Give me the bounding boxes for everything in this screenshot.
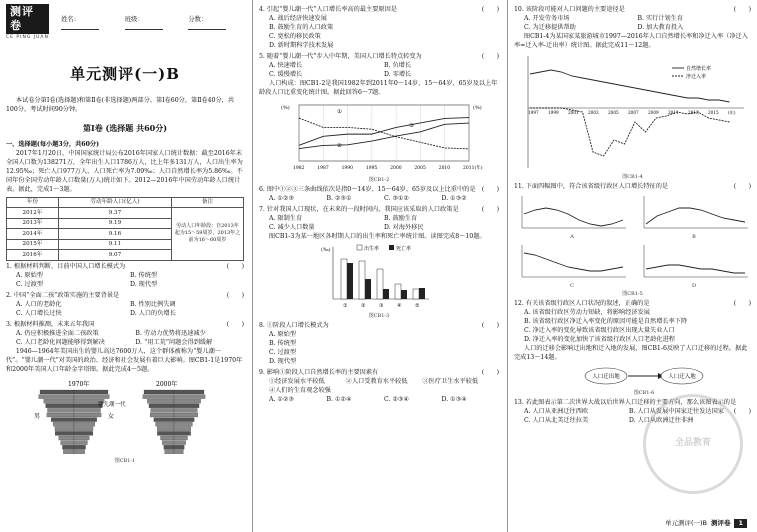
bar-birth (377, 269, 383, 299)
pyramid-bar-female (174, 413, 198, 417)
statement: ③医疗卫生水平较低 (422, 378, 479, 386)
option-d[interactable]: D. ①③④ (441, 396, 467, 404)
x-tick-label: 1987 (317, 165, 329, 171)
pyramid-bar-male (40, 390, 74, 394)
migration-flow (584, 364, 704, 390)
option-c[interactable]: C. 缓慢增长 (269, 70, 303, 78)
table-cell: 2012年 (7, 208, 59, 219)
pyramid-bar-male (161, 436, 175, 440)
table-cell: 9.16 (58, 229, 171, 240)
option-chart-c[interactable] (514, 243, 630, 290)
x-tick-label: 2007 (628, 109, 639, 115)
watermark-seal: 全品教育 (643, 394, 743, 494)
pyramid-bar-female (74, 431, 93, 435)
student-info (61, 15, 244, 33)
legend-swatch-death (389, 245, 394, 250)
pyramid-bar-female (174, 449, 183, 453)
option-a[interactable]: A. 战后经济快速发展 (269, 14, 327, 22)
option-c[interactable]: C. 减少人口数量 (269, 224, 315, 232)
option-chart-label: C (570, 283, 574, 290)
intro-text: 本试卷分第Ⅰ卷(选择题)和第Ⅱ卷(非选择题)两部分。第Ⅰ卷60分，第Ⅱ卷40分，共100分，考试时间90分钟。 (6, 97, 235, 114)
pyramid-bar-female (174, 422, 192, 426)
origin-label: 人口迁出地 (592, 373, 620, 380)
options-10 (514, 15, 751, 33)
option-c[interactable]: C. ②③④ (384, 396, 410, 404)
series-line-2 (299, 118, 469, 149)
passage-5: 图CB1-4为某国家某旅游城市1997—2016年人口自然增长率和净迁入率（净迁入率=迁入率-迁出率）统计图。据此完成11～12题。 (514, 32, 748, 49)
option-c[interactable]: C. 宽松的移民政策 (269, 32, 321, 40)
statement: ④人们的生育观念较强 (269, 387, 331, 395)
pyramid-bar-female (74, 394, 109, 398)
option-d[interactable]: D. 人口的负增长 (130, 309, 176, 317)
female-label: 女 (108, 412, 115, 420)
bar-birth (341, 259, 347, 299)
legend-death: 死亡率 (396, 246, 412, 252)
x-tick-label: ④ (397, 303, 402, 309)
option-d[interactable]: D. ①③② (441, 195, 467, 203)
table-cell: 2013年 (7, 218, 59, 229)
option-d[interactable]: D. 加大教育投入 (637, 23, 684, 31)
question-stem: 10. 该阶段可能对人口问题的主要途径是 (514, 6, 625, 13)
male-label: 男 (34, 412, 41, 420)
question-stem: 7. 针对我国人口现状，在未来的一段时间内，我国应该采取的人口政策是 (259, 206, 459, 214)
option-b[interactable]: B. 劳动力优势将迅速减少 (135, 329, 206, 337)
question-5: 5. 随着“婴儿潮一代”步入中年期，美国人口增长特点转变为 ( ) (259, 52, 499, 60)
option-a[interactable]: A. 仍应积极推进全面二孩政策 (16, 329, 99, 337)
legend-1: ① (337, 108, 342, 115)
question-stem: 8. ①阶段人口增长模式为 (259, 322, 329, 330)
y-axis-label: (‰) (321, 248, 331, 253)
x-tick-label: (年) (728, 109, 736, 115)
option-d[interactable]: D. 对海外移民 (384, 224, 424, 232)
option-b[interactable]: B. 该省级行政区净迁入率变化的原因可能是自然增长率下降 (524, 317, 688, 325)
pyramid-bar-male (39, 394, 74, 398)
bar-birth (413, 289, 419, 299)
option-chart-label: A (570, 234, 574, 241)
option-d[interactable]: D. 新时期科学技术发展 (269, 41, 334, 49)
score-label: 分数： (188, 15, 208, 23)
options-12 (514, 309, 751, 345)
pyramid-bar-male (149, 403, 174, 407)
passage-3: 人口构成：图CB1-2是我国1982年到2011年0～14岁、15～64岁、65岁及以上年龄段人口比重变化统计图。据此回答6～7题。 (259, 79, 498, 96)
figure-caption: 图CB1-4 (622, 173, 643, 180)
pyramid-bar-male (162, 440, 174, 444)
legend-2: ② (337, 142, 342, 149)
x-tick-label: 2010 (438, 165, 451, 171)
question-stem: 12. 有关该省级行政区人口状况的叙述，正确的是 (514, 299, 650, 307)
pyramid-bar-female (174, 394, 205, 398)
mini-line (646, 208, 745, 224)
figure-caption: 图CB1-5 (622, 290, 643, 297)
mini-line (646, 265, 745, 273)
bar-birth (359, 261, 365, 299)
table-row (7, 208, 244, 219)
option-a[interactable]: A. 人口的老龄化 (16, 300, 62, 308)
class-label: 班级： (124, 15, 144, 23)
pyramid-bar-female (74, 449, 85, 453)
question-6: 6. 图中①②③三条曲线依次是指0～14岁、15～64岁、65岁及以上比重中的是 ( ) (259, 186, 499, 194)
table-cell: 2016年 (7, 250, 59, 261)
baby-boom-label: 婴儿潮一代 (98, 401, 126, 408)
net-migration-line (530, 108, 730, 156)
passage-4: 图CB1-3为某一地区各时期人口的出生率和死亡率统计图。读图完成8～10题。 (268, 233, 486, 241)
pyramid-bar-male (59, 436, 74, 440)
pyramid-bar-male (147, 399, 174, 403)
statement: ①经济发展水平较低 (269, 378, 325, 386)
natural-growth-migration-chart (514, 52, 750, 174)
logo-subtitle: CE PING JUAN (6, 35, 49, 40)
question-12: 12. 有关该省级行政区人口状况的叙述，正确的是 ( ) (514, 299, 751, 307)
logo-mark: 测评卷 (6, 4, 49, 34)
option-a[interactable]: A. ①②③ (269, 396, 295, 404)
pyramid-bar-female (174, 390, 204, 394)
pyramid-bar-female (174, 436, 188, 440)
option-charts-11 (514, 194, 751, 291)
pyramid-bar-female (74, 422, 95, 426)
pyramid-bar-female (74, 426, 93, 430)
option-a[interactable]: A. 该省级行政区劳动力短缺，将影响经济发展 (524, 308, 650, 316)
line-chart-figure (259, 99, 499, 184)
options-8 (259, 331, 499, 367)
pyramid-bar-male (55, 431, 74, 435)
series-line-1 (299, 117, 469, 145)
table-header: 年份 (7, 197, 59, 208)
question-9: 9. 影响①阶段人口自然增长率的主要因素有 ( ) (259, 369, 499, 377)
x-tick-label: 2005 (608, 109, 619, 115)
x-tick-label: 2015 (708, 109, 719, 115)
score-field[interactable] (188, 29, 226, 30)
option-b[interactable]: B. ②③① (326, 195, 352, 203)
question-2: 2. 中国“全面二孩”政策实施的主要背景是 ( ) (6, 291, 244, 299)
pyramid-bar-female (74, 413, 101, 417)
pyramid-bar-male (44, 399, 74, 403)
legend-swatch-birth (357, 245, 362, 250)
section-title: 第Ⅰ卷 (选择题 共60分) (82, 123, 167, 134)
pyramid-bar-male (144, 390, 174, 394)
footer-label: 单元测评(一)B (664, 518, 707, 527)
x-tick-label: 1990 (341, 165, 354, 171)
bar-death (401, 290, 407, 299)
option-chart-b[interactable] (636, 194, 752, 241)
option-c[interactable]: C. 为迁移提供帮助 (524, 23, 576, 31)
brand-logo (6, 4, 244, 42)
table-cell: 9.11 (58, 239, 171, 250)
x-tick-label: 2009 (648, 109, 659, 115)
bar-chart-figure (319, 243, 499, 320)
bar-birth (395, 284, 401, 299)
page-footer (665, 519, 747, 528)
statement: ②人口受教育水平较低 (345, 378, 408, 386)
bar-death (365, 279, 371, 299)
x-tick-label: ③ (379, 303, 384, 309)
x-tick-label: 2000 (390, 165, 402, 171)
option-d[interactable]: D. 现代型 (269, 358, 297, 366)
passage-6: 人口的迁移会影响迁出地和迁入地的发展，图CB1-6反映了人口迁移的过程。据此完成13～14题。 (514, 344, 748, 361)
option-chart-label: D (691, 283, 696, 290)
column-middle (252, 0, 505, 532)
x-tick-label: ② (361, 303, 366, 309)
option-a[interactable]: A. 快速增长 (269, 61, 303, 69)
option-c[interactable]: C. 过渡型 (16, 280, 44, 288)
pyramid-bar-male (51, 417, 74, 421)
bar-death (383, 289, 389, 299)
pyramid-bar-male (63, 449, 74, 453)
figure-caption: 图CB1-2 (368, 176, 390, 183)
option-b[interactable]: B. 传统型 (130, 271, 158, 279)
question-stem: 5. 随着“婴儿潮一代”步入中年期，美国人口增长特点转变为 (259, 52, 422, 60)
pyramid-bar-male (62, 445, 74, 449)
mini-line (524, 208, 623, 226)
pyramid-bar-female (74, 390, 108, 394)
pyramid-bar-female (174, 440, 186, 444)
option-c[interactable]: C. 人口增长过快 (16, 309, 62, 317)
option-d[interactable]: D. 零增长 (384, 70, 412, 78)
option-d[interactable]: D. 现代型 (130, 280, 158, 288)
x-tick-label: 2003 (588, 109, 599, 115)
pyramid-bar-female (174, 431, 191, 435)
question-10: 10. 该阶段可能对人口问题的主要途径是 ( ) (514, 6, 751, 13)
pyramid-bar-male (165, 449, 174, 453)
question-1: 1. 根据材料判断，目前中国人口增长模式为 ( ) (6, 262, 244, 270)
option-b[interactable]: B. 负增长 (384, 61, 412, 69)
page-title: 单元测评(一)B (70, 64, 180, 83)
table-header: 劳动年龄人口(亿人) (58, 197, 171, 208)
pyramid-bar-male (53, 422, 74, 426)
migration-diagram (584, 364, 751, 397)
part-title: 一、选择题(每小题3分，共60分) (6, 140, 100, 148)
footer-brand: 测评卷 (710, 518, 731, 527)
option-c[interactable]: C. 人口老龄化问题能够得到解决 (16, 338, 105, 346)
option-b[interactable]: B. 人口从发展中国家迁往发达国家 (628, 408, 724, 416)
x-tick-label: ① (343, 303, 348, 309)
option-b[interactable]: B. 性别比例失调 (130, 300, 176, 308)
table-cell: 9.19 (58, 218, 171, 229)
options-3 (6, 330, 244, 348)
pyramid-chart (6, 378, 242, 458)
pyramid-bar-female (174, 417, 194, 421)
pyramid-bar-female (74, 408, 101, 412)
y-axis-label-left: (%) (281, 104, 290, 111)
figure-caption: 图CB1-6 (633, 389, 655, 396)
question-11: 11. 下面四幅图中，符合该省级行政区人口增长特征的是 ( ) (514, 183, 751, 191)
class-field[interactable] (125, 29, 163, 30)
table-cell: 9.37 (58, 208, 171, 219)
option-a[interactable]: A. 限制生育 (269, 215, 303, 223)
x-tick-label: 1982 (293, 165, 305, 171)
pyramid-bar-female (174, 426, 191, 430)
options-5 (259, 62, 499, 80)
age-structure-chart (259, 99, 499, 177)
pyramid-bar-male (46, 403, 74, 407)
birth-death-chart (319, 243, 439, 313)
pyramid-bar-female (74, 436, 89, 440)
x-tick-label: 2001 (568, 109, 579, 115)
options-9 (259, 396, 499, 405)
pyramid-bar-male (151, 408, 174, 412)
option-c[interactable]: C. 人口从北美迁往拉美 (524, 417, 589, 425)
question-stem: 11. 下面四幅图中，符合该省级行政区人口增长特征的是 (514, 183, 669, 191)
x-tick-label: ⑤ (415, 303, 420, 309)
option-d[interactable]: D. 人口从欧洲迁往非洲 (628, 417, 694, 425)
legend-3: ③ (409, 122, 414, 129)
pyramid-year-2: 2000年 (156, 380, 178, 388)
legend-net-migration: 净迁入率 (686, 73, 707, 80)
pyramid-year-1: 1970年 (68, 380, 90, 388)
pyramid-bar-male (143, 394, 174, 398)
migration-chart-figure (514, 52, 751, 181)
legend-birth: 出生率 (364, 246, 380, 252)
pyramid-bar-female (74, 417, 97, 421)
option-d[interactable]: D. 净迁入率的变化加快了该省级行政区人口老龄化进程 (524, 335, 675, 343)
table-header: 备注 (172, 197, 244, 208)
question-3: 3. 根据材料推测，未来五年我国 ( ) (6, 320, 244, 328)
option-b[interactable]: B. 鼓励生育 (384, 215, 418, 223)
option-a[interactable]: A. 人口从亚洲迁往西欧 (524, 408, 589, 416)
option-d[interactable]: D. “用工荒”问题会得到缓解 (135, 338, 213, 346)
pyramid-bar-male (55, 426, 74, 430)
option-b[interactable]: B. 鼓励生育的人口政策 (269, 23, 334, 31)
option-a[interactable]: A. 原始型 (269, 331, 296, 339)
x-tick-label: 1997 (528, 109, 539, 115)
question-7: 7. 针对我国人口现状，在未来的一段时间内，我国应该采取的人口政策是 ( ) (259, 206, 499, 214)
pyramid-bar-male (150, 413, 174, 417)
column-left (0, 0, 250, 532)
option-a[interactable]: A. ①②③ (269, 195, 295, 203)
question-stem: 1. 根据材料判断，目前中国人口增长模式为 (6, 262, 126, 270)
question-stem: 13. 若此图表示第二次世界大战以后世界人口迁移的主要方向，那么该图表示的是 (514, 399, 737, 407)
option-c[interactable]: C. 净迁入率的变化导致该省级行政区出现大量失业人口 (524, 326, 675, 334)
y-axis-label-right: (%) (473, 104, 482, 111)
option-chart-d[interactable] (636, 243, 752, 290)
option-chart-a[interactable] (514, 194, 630, 241)
bar-death (419, 288, 425, 299)
data-table (6, 197, 244, 261)
pyramid-bar-female (174, 403, 199, 407)
pyramid-bar-male (156, 422, 174, 426)
question-8: 8. ①阶段人口增长模式为 ( ) (259, 322, 499, 330)
options-2 (6, 301, 244, 319)
table-cell: 2014年 (7, 229, 59, 240)
name-field[interactable] (61, 29, 99, 30)
x-tick-label: 2011 (668, 109, 679, 115)
table-cell: 9.07 (58, 250, 171, 261)
question-stem: 2. 中国“全面二孩”政策实施的主要背景是 (6, 291, 120, 299)
x-tick-label: 1999 (548, 109, 559, 115)
passage-1: 2017年1月20日，中国国家统计局公布2016年国家人口统计数据：截至2016年末全国人口数为138271万，全年出生人口1786万人，比上年多131万人，人口出生率为12.95‰；死亡人口977万人，人口死亡率为7.09‰；人口自然增长率为5.86‰。不同年份全国劳动年龄人口数量(万人)统计如下。2012—2016年中国劳动年龄人口统计表。据此，完成1～3题。 (6, 149, 243, 193)
pyramid-bar-male (157, 431, 174, 435)
mini-line (524, 253, 623, 271)
pyramid-bar-female (74, 445, 86, 449)
table-note: 劳动人口年龄段：自2013年起为15～59周岁，2013年之前为16～60周岁 (172, 208, 244, 261)
passage-2: 1946—1964年美国出生的婴儿高达7600万人，这个群体被称为“婴儿潮一代”。“婴儿潮一代”对美国的政治、经济和社会发展有着巨大影响。图CB1-1是1970年和2000年美国人口年龄金字塔图。据此完成4～5题。 (6, 347, 243, 373)
pyramid-bar-female (174, 399, 201, 403)
table-cell: 2015年 (7, 239, 59, 250)
x-tick-label: 2011(年) (463, 165, 483, 171)
x-tick-label: 1995 (365, 165, 378, 171)
question-stem: 4. 引起“婴儿潮一代”人口增长率高的最主要原因是 (259, 6, 397, 13)
bar-death (347, 263, 353, 299)
pyramid-bar-female (74, 440, 87, 444)
legend-natural-growth: 自然增长率 (686, 65, 712, 72)
option-a[interactable]: A. 开发劳务市场 (524, 14, 570, 22)
option-a[interactable]: A. 原始型 (16, 271, 43, 279)
pyramid-bar-male (164, 445, 174, 449)
figure-caption: 图CB1-3 (368, 313, 390, 319)
options-6 (259, 195, 499, 204)
destination-label: 人口迁入地 (668, 373, 696, 380)
pyramid-bar-female (174, 445, 184, 449)
option-b[interactable]: B. ①②④ (326, 396, 352, 404)
name-label: 姓名： (61, 15, 80, 23)
question-stem: 6. 图中①②③三条曲线依次是指0～14岁、15～64岁、65岁及以上比重中的是 (259, 186, 476, 194)
pyramid-bar-male (154, 417, 174, 421)
question-13: 13. 若此图表示第二次世界大战以后世界人口迁移的主要方向，那么该图表示的是 ( ) (514, 399, 751, 416)
option-chart-label: B (692, 234, 696, 241)
question-4: 4. 引起“婴儿潮一代”人口增长率高的最主要原因是 ( ) (259, 6, 499, 13)
statements-9 (259, 378, 499, 387)
x-tick-label: 2013 (688, 109, 699, 115)
pyramid-figure (6, 378, 244, 465)
question-stem: 9. 影响①阶段人口自然增长率的主要因素有 (259, 369, 379, 377)
page-number: 1 (734, 519, 747, 528)
x-tick-label: 2005 (414, 165, 426, 171)
option-b[interactable]: B. 实行计划生育 (637, 14, 684, 22)
pyramid-bar-male (157, 426, 174, 430)
option-b[interactable]: B. 传统型 (269, 340, 297, 348)
question-stem: 3. 根据材料推测，未来五年我国 (6, 320, 95, 328)
figure-caption: 图CB1-1 (114, 457, 136, 464)
pyramid-bar-female (174, 408, 197, 412)
options-7 (259, 215, 499, 233)
option-c[interactable]: C. ③①② (384, 195, 410, 203)
options-4 (259, 15, 499, 51)
options-1 (6, 272, 244, 290)
pyramid-bar-male (61, 440, 74, 444)
pyramid-bar-male (47, 413, 74, 417)
option-c[interactable]: C. 过渡型 (269, 349, 297, 357)
pyramid-bar-male (47, 408, 74, 412)
